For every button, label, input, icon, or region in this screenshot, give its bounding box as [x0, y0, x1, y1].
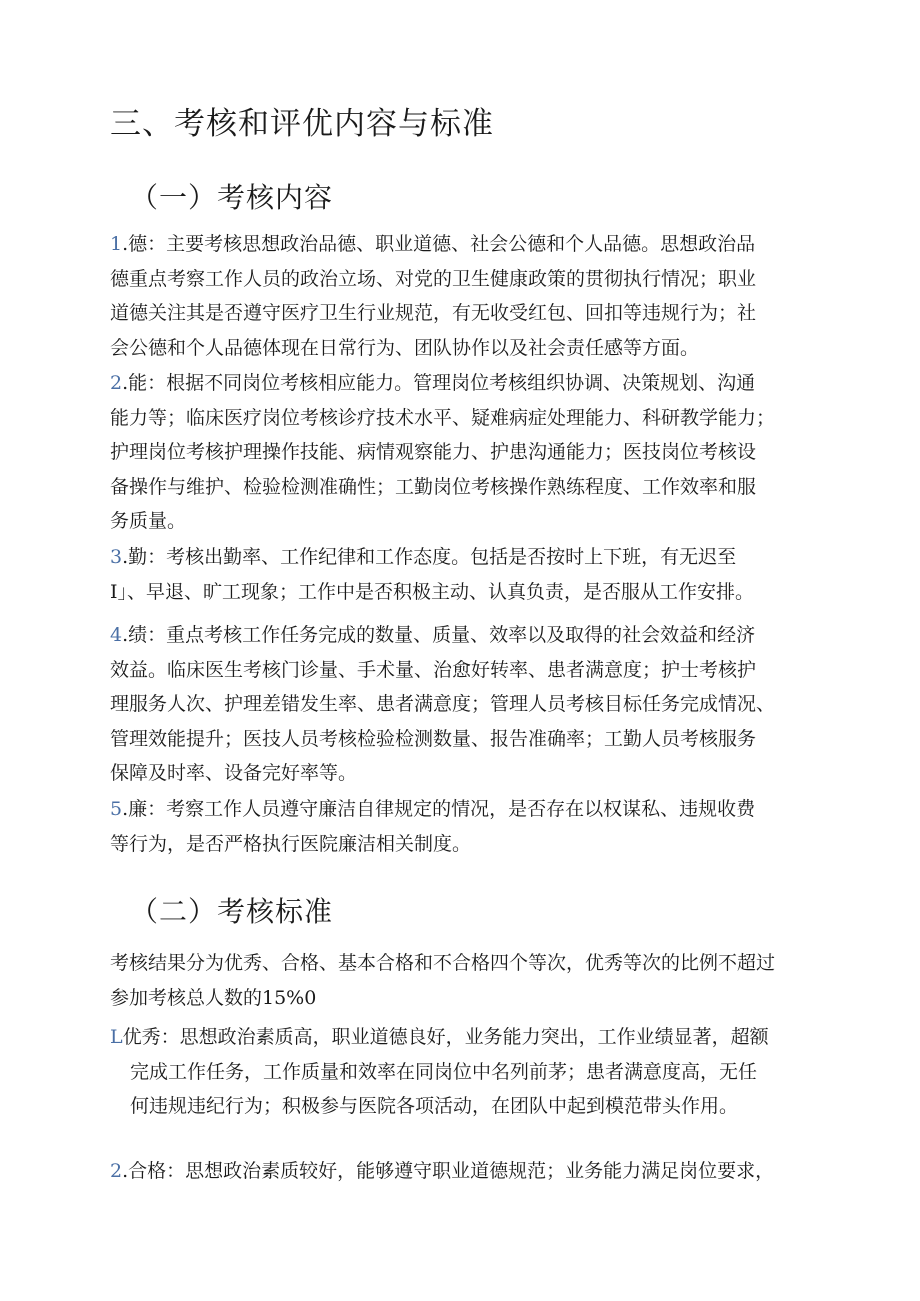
standard-intro-line: 考核结果分为优秀、合格、基本合格和不合格四个等次，优秀等次的比例不超过: [110, 952, 776, 974]
list-item-number: L: [110, 1026, 123, 1048]
list-item: [110, 1020, 820, 1124]
list-item-line: 德重点考察工作人员的政治立场、对党的卫生健康政策的贯彻执行情况；职业: [110, 267, 757, 290]
list-item-line: 保障及时率、设备完好率等。: [110, 762, 358, 784]
list-item: [110, 366, 820, 539]
list-item-line: 效益。临床医生考核门诊量、手术量、治愈好转率、患者满意度；护士考核护: [110, 658, 757, 681]
list-item-text: .德：主要考核思想政治品德、职业道德、社会公德和个人品德。思想政治品: [122, 233, 756, 255]
list-item-text: .能：根据不同岗位考核相应能力。管理岗位考核组织协调、决策规划、沟通: [122, 372, 756, 394]
list-item: [110, 540, 820, 609]
list-item-line: 何违规违纪行为；积极参与医院各项活动，在团队中起到模范带头作用。: [130, 1095, 739, 1117]
list-item-number: 5: [110, 798, 123, 820]
standard-intro: [110, 946, 810, 1015]
list-item-line: 备操作与维护、检验检测准确性；工勤岗位考核操作熟练程度、工作效率和服: [110, 475, 757, 498]
list-item-number: 3: [110, 546, 123, 568]
list-item-line: 完成工作任务，工作质量和效率在同岗位中名列前茅；患者满意度高，无任: [130, 1060, 758, 1083]
list-item: [110, 618, 820, 791]
list-item-line: 能力等；临床医疗岗位考核诊疗技术水平、疑难病症处理能力、科研教学能力；: [110, 406, 776, 429]
list-item-line: [110, 227, 820, 262]
list-item-text: .廉：考察工作人员遵守廉洁自律规定的情况，是否存在以权谋私、违规收费: [122, 798, 756, 820]
list-item-line: [110, 618, 820, 653]
list-item-line: I」、早退、旷工现象；工作中是否积极主动、认真负责，是否服从工作安排。: [110, 580, 755, 603]
list-item-line: 理服务人次、护理差错发生率、患者满意度；管理人员考核目标任务完成情况、: [110, 693, 776, 715]
list-item-line: [110, 1020, 820, 1055]
list-item-number: 1: [110, 233, 123, 255]
list-item-text: .勤：考核出勤率、工作纪律和工作态度。包括是否按时上下班，有无迟至: [122, 546, 737, 568]
list-item-line: [110, 1154, 820, 1189]
list-item-line: [110, 792, 820, 827]
subsection-title-content: （一）考核内容: [130, 181, 334, 214]
list-item-line: [110, 540, 820, 575]
list-item-line: 务质量。: [110, 510, 187, 532]
list-item-number: 2: [110, 1160, 123, 1182]
standard-intro-line: 参加考核总人数的15%0: [110, 986, 317, 1009]
section-title: 三、考核和评优内容与标准: [110, 106, 494, 142]
list-item: [110, 227, 820, 365]
list-item-line: 道德关注其是否遵守医疗卫生行业规范，有无收受红包、回扣等违规行为；社: [110, 302, 757, 324]
list-item-number: 4: [110, 624, 123, 646]
list-item-line: [110, 366, 820, 401]
list-item-text: .合格：思想政治素质较好，能够遵守职业道德规范；业务能力满足岗位要求，: [122, 1160, 775, 1182]
list-item-line: 管理效能提升；医技人员考核检验检测数量、报告准确率；工勤人员考核服务: [110, 727, 757, 750]
list-item-line: 等行为，是否严格执行医院廉洁相关制度。: [110, 832, 472, 855]
list-item-text: .绩：重点考核工作任务完成的数量、质量、效率以及取得的社会效益和经济: [122, 624, 756, 646]
list-item-line: 会公德和个人品德体现在日常行为、团队协作以及社会责任感等方面。: [110, 336, 700, 359]
list-item-text: 优秀：思想政治素质高，职业道德良好，业务能力突出，工作业绩显著，超额: [122, 1026, 769, 1048]
list-item: [110, 1154, 820, 1189]
subsection-title-standard: （二）考核标准: [130, 895, 334, 928]
list-item: [110, 792, 820, 861]
list-item-line: 护理岗位考核护理操作技能、病情观察能力、护患沟通能力；医技岗位考核设: [110, 441, 757, 463]
list-item-number: 2: [110, 372, 123, 394]
